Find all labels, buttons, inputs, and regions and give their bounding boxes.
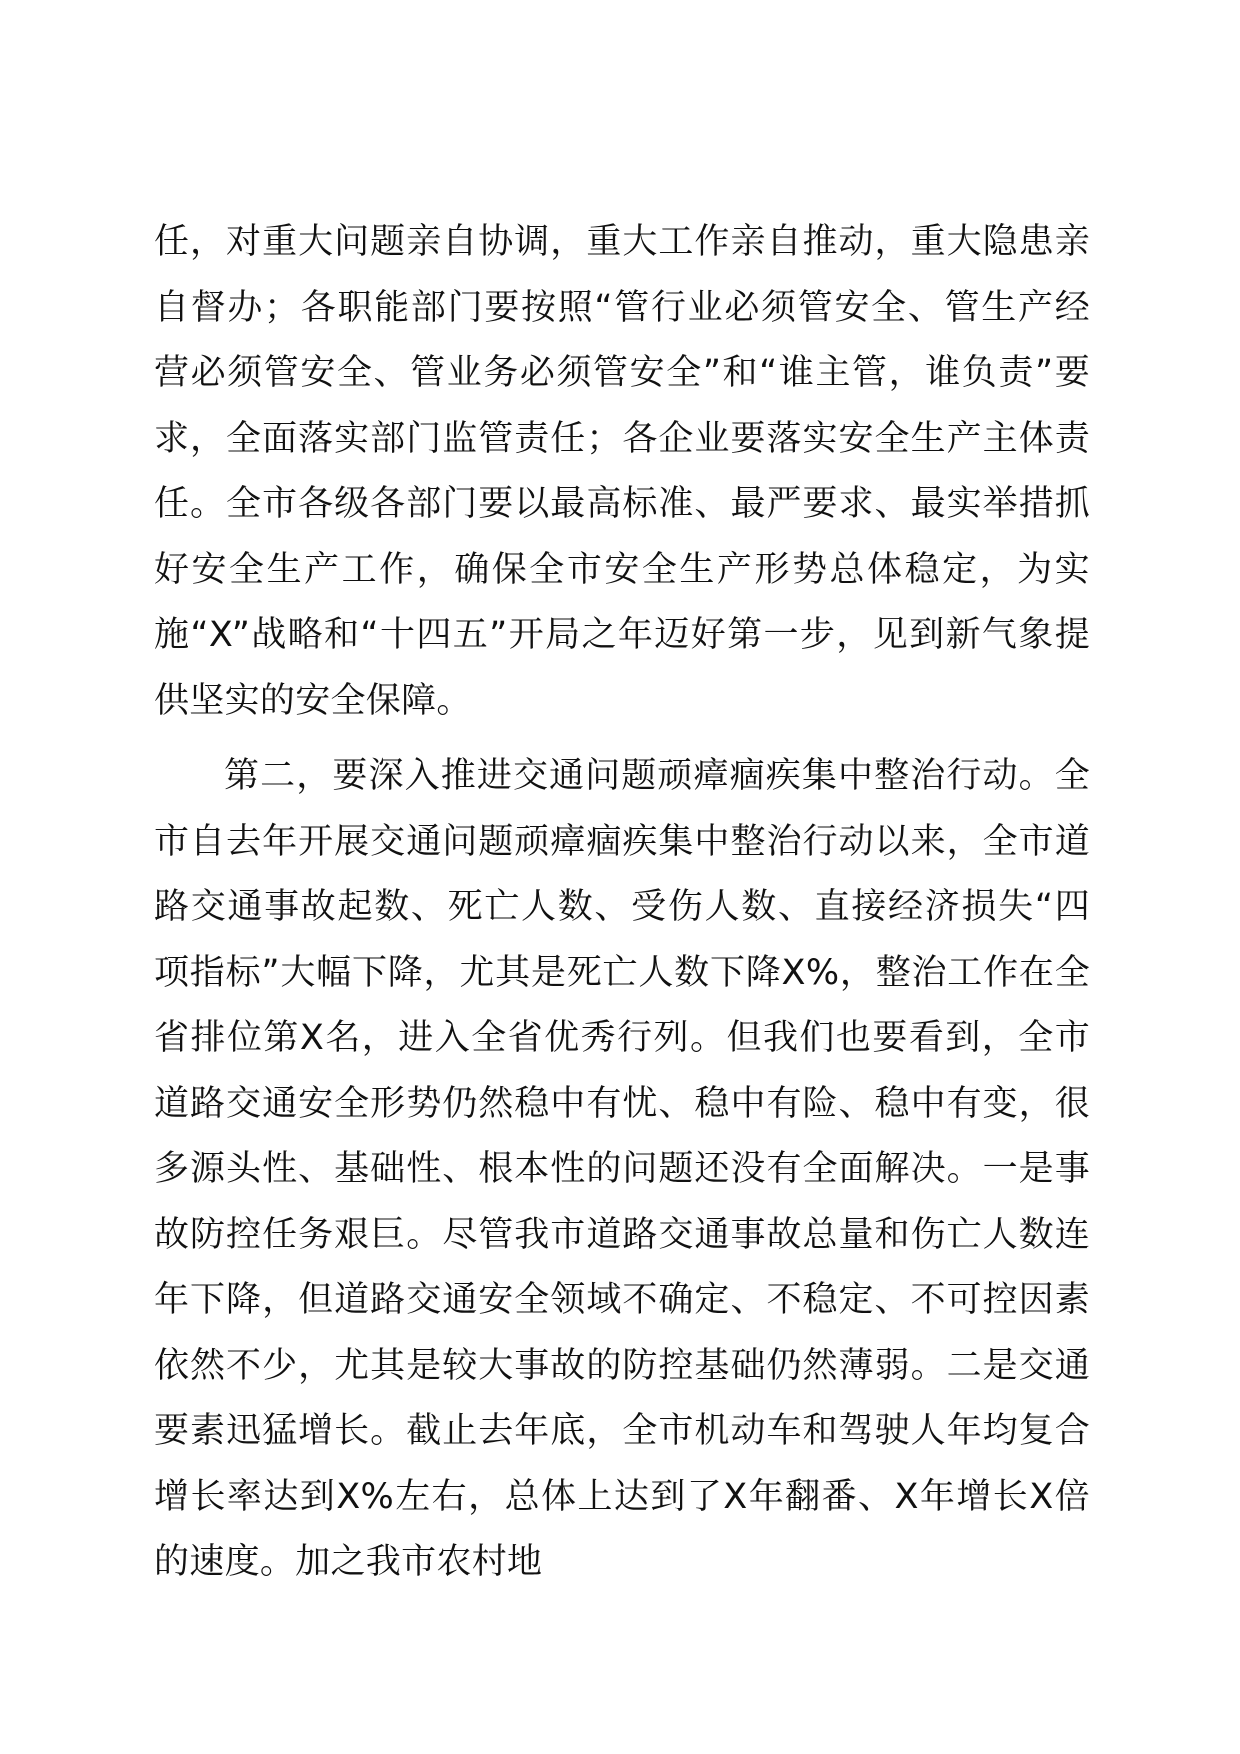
paragraph-traffic-rectification: 第二，要深入推进交通问题顽瘴痼疾集中整治行动。全市自去年开展交通问题顽瘴痼疾集中整治行动以来，全市道路交通事故起数、死亡人数、受伤人数、直接经济损失“四项指标”大幅下降，尤其是死亡人数下降X%，整治工作在全省排位第X名，进入全省优秀行列。但我们也要看到，全市道路交通安全形势仍然稳中有忧、稳中有险、稳中有变，很多源头性、基础性、根本性的问题还没有全面解决。一是事故防控任务艰巨。尽管我市道路交通事故总量和伤亡人数连年下降，但道路交通安全领域不确定、不稳定、不可控因素依然不少，尤其是较大事故的防控基础仍然薄弱。二是交通要素迅猛增长。截止去年底，全市机动车和驾驶人年均复合增长率达到X%左右，总体上达到了X年翻番、X年增长X倍的速度。加之我市农村地 <box>154 756 1090 1582</box>
document-body <box>154 210 1090 1596</box>
paragraph-responsibility: 任，对重大问题亲自协调，重大工作亲自推动，重大隐患亲自督办；各职能部门要按照“管行业必须管安全、管生产经营必须管安全、管业务必须管安全”和“谁主管，谁负责”要求，全面落实部门监管责任；各企业要落实安全生产主体责任。全市各级各部门要以最高标准、最严要求、最实举措抓好安全生产工作，确保全市安全生产形势总体稳定，为实施“X”战略和“十四五”开局之年迈好第一步，见到新气象提供坚实的安全保障。 <box>154 222 1090 721</box>
